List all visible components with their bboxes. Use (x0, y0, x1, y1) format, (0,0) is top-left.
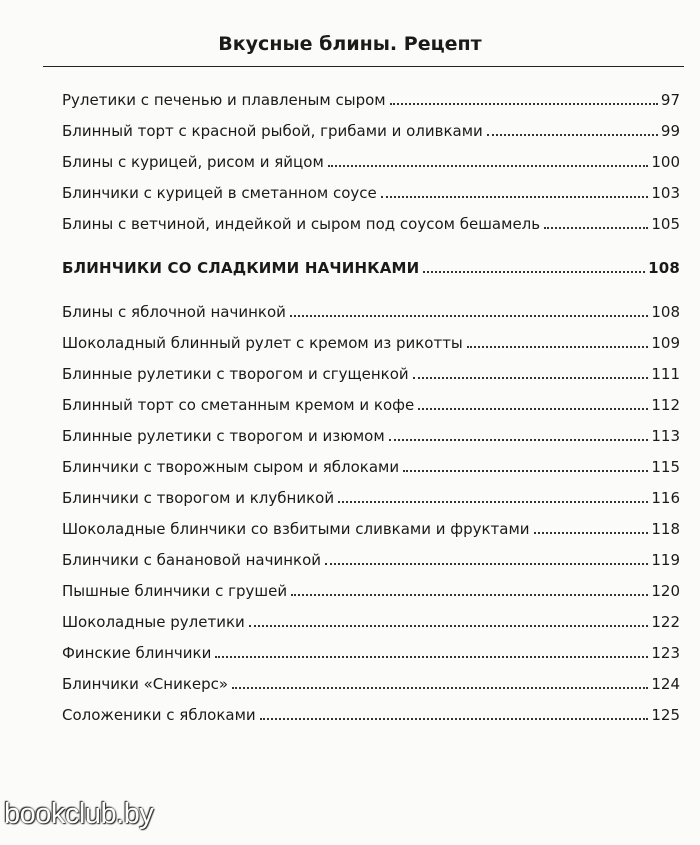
toc-entry (62, 675, 680, 693)
toc-entry-title: Блины с яблочной начинкой (62, 303, 286, 321)
toc-leader-dots (423, 271, 645, 273)
toc-entry (62, 215, 680, 233)
toc-leader-dots (413, 377, 649, 379)
toc-entry-page: 122 (651, 613, 680, 631)
toc-leader-dots (249, 625, 649, 627)
toc-leader-dots (381, 196, 649, 198)
toc-leader-dots (260, 718, 649, 720)
toc-entry (62, 365, 680, 383)
toc-entry (62, 706, 680, 724)
toc-entry-page: 109 (651, 334, 680, 352)
toc-entry (62, 91, 680, 109)
toc-entry-title: Блинные рулетики с творогом и сгущенкой (62, 365, 409, 383)
toc-leader-dots (325, 563, 648, 565)
toc-entry-page: 108 (648, 259, 680, 277)
toc-leader-dots (215, 656, 648, 658)
toc-entry-title: Шоколадные рулетики (62, 613, 245, 631)
toc-entry-title: Блинчики с творогом и клубникой (62, 489, 335, 507)
toc-entry-page: 124 (651, 675, 680, 693)
toc-entry (62, 427, 680, 445)
toc-leader-dots (338, 501, 648, 503)
toc-section-title: БЛИНЧИКИ СО СЛАДКИМИ НАЧИНКАМИ (62, 259, 420, 277)
toc-entry-page: 120 (651, 582, 680, 600)
toc-entry-title: Блинчики «Сникерс» (62, 675, 229, 693)
toc-entry-page: 119 (651, 551, 680, 569)
toc-leader-dots (390, 103, 658, 105)
toc-entry (62, 582, 680, 600)
toc-entry-page: 97 (660, 91, 680, 109)
toc-entry (62, 489, 680, 507)
toc-leader-dots (467, 346, 649, 348)
toc-entry-title: Блинный торт с красной рыбой, грибами и оливками (62, 122, 483, 140)
toc-entry-page: 113 (651, 427, 680, 445)
toc-entry (62, 520, 680, 538)
toc-entry (62, 458, 680, 476)
toc-entry-page: 125 (651, 706, 680, 724)
toc-entry-title: Блинные рулетики с творогом и изюмом (62, 427, 385, 445)
toc-leader-dots (487, 134, 658, 136)
toc-leader-dots (534, 532, 649, 534)
toc-entry-page: 103 (651, 184, 680, 202)
toc-entry-title: Соложеники с яблоками (62, 706, 256, 724)
toc-entry (62, 184, 680, 202)
toc-leader-dots (328, 165, 649, 167)
toc-entry (62, 334, 680, 352)
toc-entry (62, 303, 680, 321)
toc-entry-title: Шоколадный блинный рулет с кремом из рикотты (62, 334, 463, 352)
toc-entry-title: Блинный торт со сметанным кремом и кофе (62, 396, 415, 414)
toc-leader-dots (389, 439, 649, 441)
toc-section-heading (62, 259, 680, 277)
toc-entry (62, 644, 680, 662)
toc-entry (62, 153, 680, 171)
toc-entry-title: Блинчики с курицей в сметанном соусе (62, 184, 377, 202)
toc-entry (62, 122, 680, 140)
toc-entry-title: Финские блинчики (62, 644, 212, 662)
toc-entry (62, 551, 680, 569)
toc-entry-page: 111 (651, 365, 680, 383)
toc-entry-page: 100 (651, 153, 680, 171)
toc-leader-dots (291, 594, 648, 596)
header-rule (43, 66, 684, 67)
toc-entry-title: Блинчики с творожным сыром и яблоками (62, 458, 400, 476)
toc-entry-page: 108 (651, 303, 680, 321)
toc-leader-dots (290, 315, 648, 317)
site-watermark: bookclub.by (4, 798, 154, 830)
toc-entry-page: 105 (651, 215, 680, 233)
toc-entry-page: 118 (651, 520, 680, 538)
toc-leader-dots (232, 687, 648, 689)
toc-entry-page: 123 (651, 644, 680, 662)
toc-entry-title: Рулетики с печенью и плавленым сыром (62, 91, 386, 109)
toc-entry-title: Блинчики с банановой начинкой (62, 551, 321, 569)
toc-leader-dots (544, 227, 648, 229)
toc-entry-title: Блины с ветчиной, индейкой и сыром под соусом бешамель (62, 215, 541, 233)
toc-entry-page: 99 (660, 122, 680, 140)
page-title: Вкусные блины. Рецепт (218, 33, 482, 55)
toc-entry-title: Пышные блинчики с грушей (62, 582, 288, 600)
toc-entry-page: 112 (651, 396, 680, 414)
toc-entry-title: Блины с курицей, рисом и яйцом (62, 153, 324, 171)
toc-entry-page: 115 (651, 458, 680, 476)
toc-leader-dots (418, 408, 648, 410)
toc-entry (62, 396, 680, 414)
toc-entry-page: 116 (651, 489, 680, 507)
toc-entry-title: Шоколадные блинчики со взбитыми сливками и фруктами (62, 520, 530, 538)
toc-leader-dots (403, 470, 648, 472)
toc-entry (62, 613, 680, 631)
